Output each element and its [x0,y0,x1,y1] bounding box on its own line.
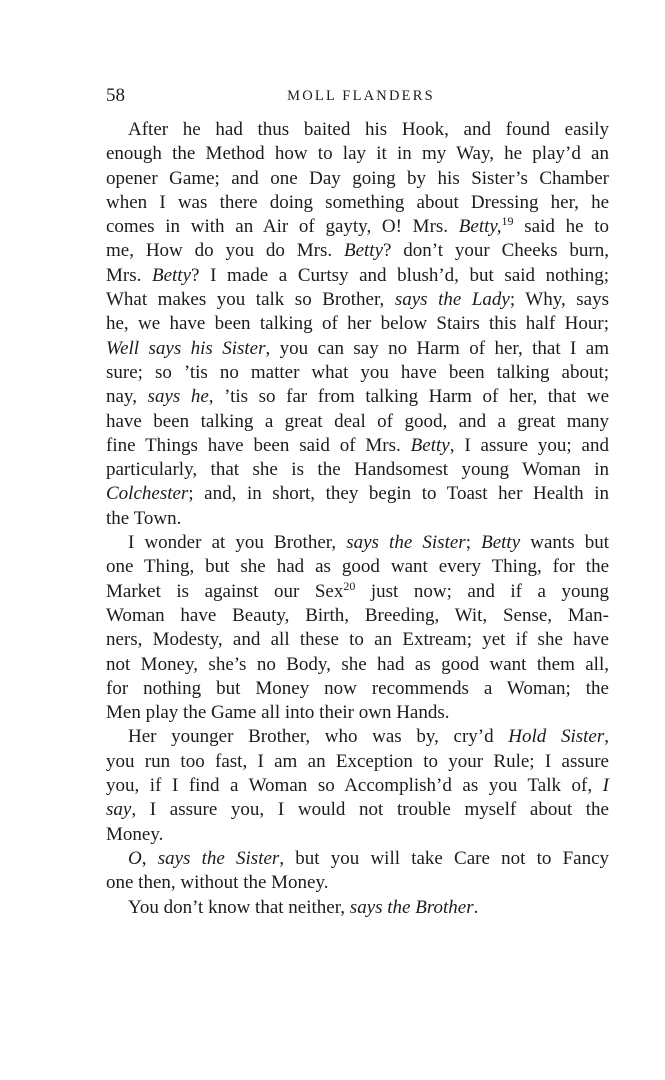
italic-text: Betty [343,240,383,262]
text-segment: you, if I find a Woman so Accomplish’d as you Talk of, [106,775,603,797]
text-segment: , I assure you; and [449,434,609,456]
text-segment: What makes you talk so Brother, [106,289,395,311]
paragraph [106,531,609,725]
text-line [106,653,609,677]
italic-text: says the Sister [157,847,280,869]
text-segment: Market is against our Sex [106,580,344,602]
text-line [106,531,609,555]
text-segment: you run too fast, I am an Exception to your Rule; I assure [106,750,609,772]
text-line [106,847,609,871]
text-line [106,871,609,895]
text-line [106,701,609,725]
italic-text: Well says his Sister [106,337,266,359]
text-segment: . [473,896,479,918]
italic-text: Betty [410,434,450,456]
text-segment: wants but [520,532,610,554]
text-segment: when I was there doing something about Dressing her, he [106,191,609,213]
text-segment: sure; so ’tis no matter what you have been talking about; [106,361,609,383]
text-line [106,725,609,749]
text-line [106,580,609,604]
text-segment: After he had thus baited his Hook, and found easily [128,119,609,140]
text-line [106,434,609,458]
text-line [106,677,609,701]
text-segment: ; Why, says [509,289,610,311]
italic-text: say [106,799,132,821]
footnote-marker: 20 [343,578,356,593]
text-segment: one Thing, but she had as good want every Thing, for the [106,556,609,578]
text-segment: You don’t know that neither, [128,896,350,918]
text-segment: I wonder at you Brother, [128,532,347,554]
italic-text: says the Brother [349,896,474,918]
text-segment: have been talking a great deal of good, and a great many [106,410,609,432]
text-line [106,361,609,385]
text-line [106,482,609,506]
text-line [106,555,609,579]
text-line [106,312,609,336]
text-line [106,118,609,142]
paragraph [106,118,609,531]
text-line [106,823,609,847]
paragraph [106,896,609,920]
text-line [106,750,609,774]
text-segment: Woman have Beauty, Birth, Breeding, Wit, Sense, Man- [106,604,609,626]
text-segment: he, we have been talking of her below Stairs this half Hour; [106,313,609,335]
text-segment: nay, [106,386,148,408]
italic-text: O [128,847,142,869]
italic-text: Colchester [106,483,189,505]
text-line [106,628,609,652]
text-segment: , ’tis so far from talking Harm of her, that we [208,386,610,408]
text-line [106,288,609,312]
text-segment: Her younger Brother, who was by, cry’d [128,726,509,748]
text-segment: , I assure you, I would not trouble myself about the [131,799,609,821]
text-line [106,385,609,409]
text-segment: , you can say no Harm of her, that I am [265,337,610,359]
italic-text: says he [147,386,209,408]
running-head [106,84,610,108]
text-segment: Mrs. [106,264,152,286]
text-segment: , but you will take Care not to Fancy [279,847,610,869]
text-segment: ? I made a Curtsy and blush’d, but said nothing; [191,264,609,286]
text-segment: opener Game; and one Day going by his Sister’s Chamber [106,167,609,189]
italic-text: says the Sister [346,532,466,554]
text-segment: one then, without the Money. [106,872,329,894]
text-line [106,142,609,166]
text-line [106,215,609,239]
text-segment: comes in with an Air of gayty, O! Mrs. [106,216,459,238]
text-line [106,410,609,434]
text-line [106,191,609,215]
text-line [106,239,609,263]
paragraph [106,847,609,896]
footnote-marker: 19 [501,214,514,229]
text-segment: , [604,726,609,748]
italic-text: says the Lady [394,289,510,311]
text-segment: not Money, she’s no Body, she had as good want them all, [106,653,609,675]
italic-text: Betty [151,264,192,286]
text-segment: Men play the Game all into their own Hands. [106,702,450,724]
body-text [106,118,609,920]
text-line [106,896,609,920]
text-segment: ? don’t your Cheeks burn, [383,240,609,262]
text-segment: ; and, in short, they begin to Toast her Health in [188,483,609,505]
italic-text: I [602,775,609,797]
text-segment: fine Things have been said of Mrs. [106,434,411,456]
text-line [106,264,609,288]
italic-text: Betty, [458,216,502,238]
text-segment: the Town. [106,507,182,529]
italic-text: Hold Sister [508,726,605,748]
page-number: 58 [106,85,125,106]
text-line [106,167,609,191]
text-segment: ners, Modesty, and all these to an Extream; yet if she have [106,629,609,651]
text-segment: particularly, that she is the Handsomest young Woman in [106,459,609,481]
text-segment: said he to [513,216,609,238]
text-segment: ; [465,532,482,554]
text-segment: , [141,847,158,869]
text-segment: me, How do you do Mrs. [106,240,344,262]
text-segment: for nothing but Money now recommends a Woman; the [106,677,609,699]
paragraph [106,725,609,846]
running-title: MOLL FLANDERS [287,88,435,104]
text-line [106,774,609,798]
text-line [106,798,609,822]
text-segment: just now; and if a young [355,580,609,602]
text-segment: enough the Method how to lay it in my Way, he play’d an [106,143,609,165]
text-line [106,604,609,628]
italic-text: Betty [481,532,521,554]
text-line [106,337,609,361]
text-segment: Money. [106,823,164,845]
text-line [106,507,609,531]
text-line [106,458,609,482]
